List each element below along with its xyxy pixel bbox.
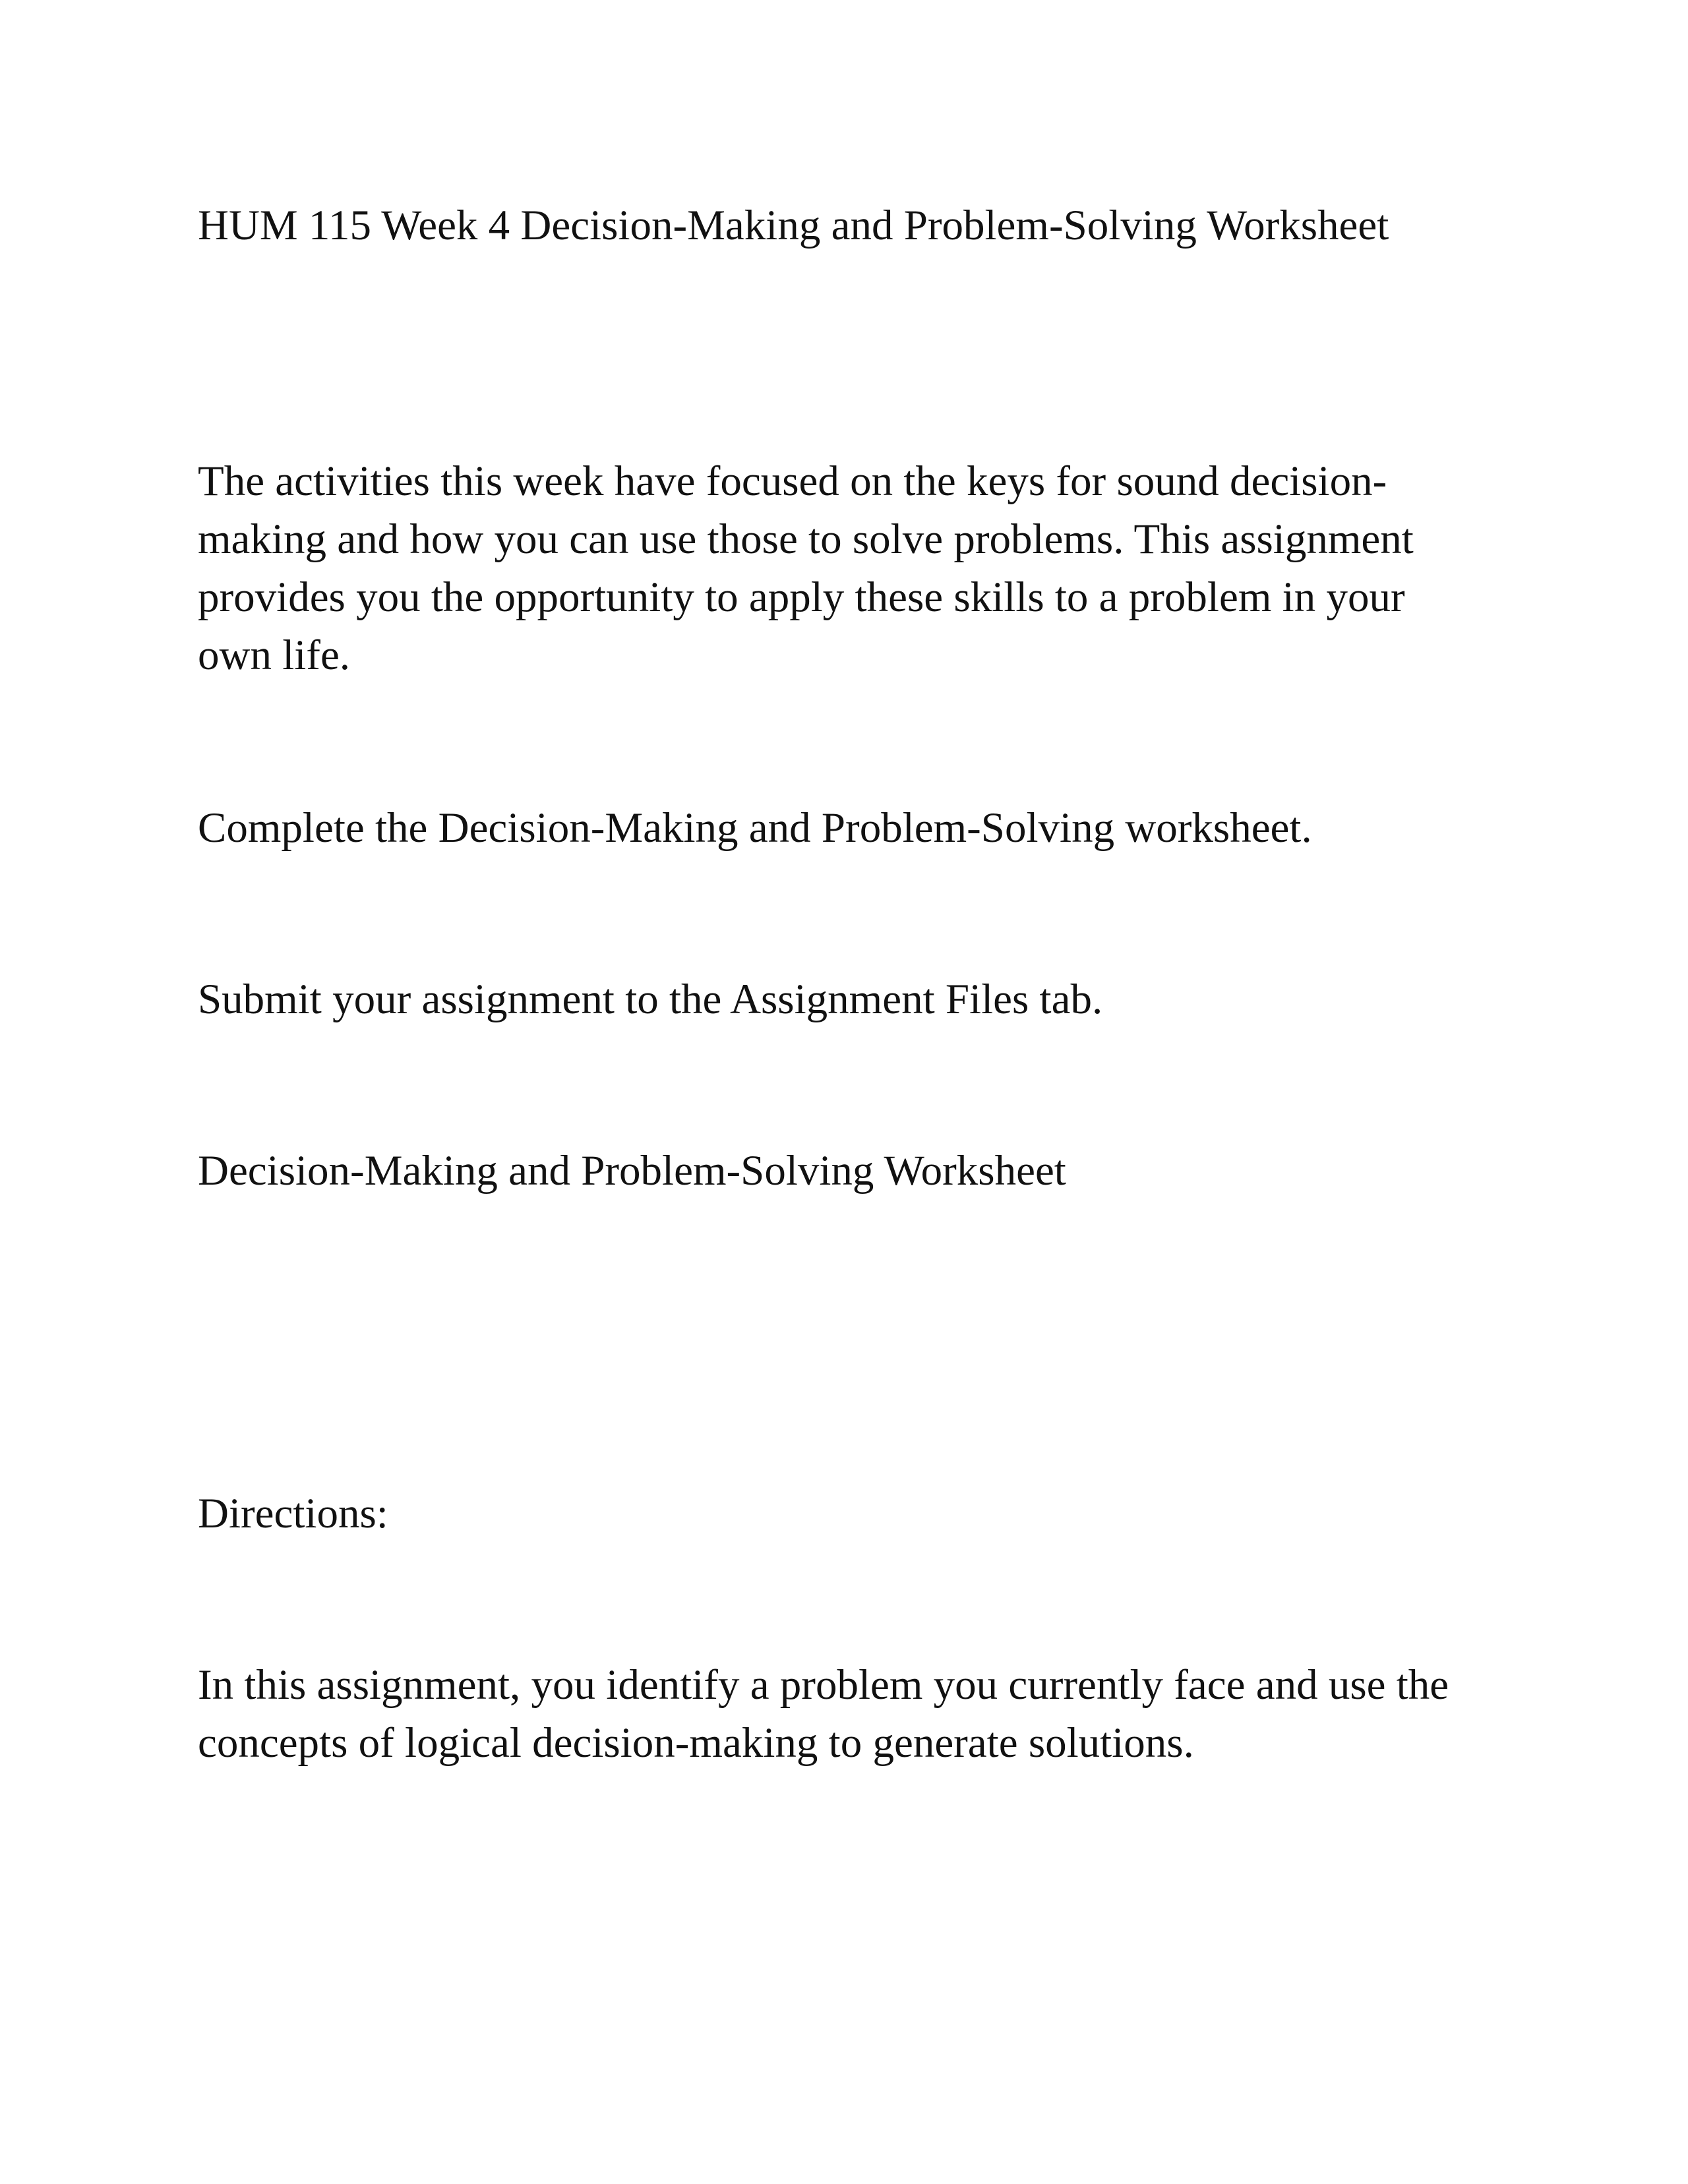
submit-instruction-text: Submit your assignment to the Assignment Files tab. [198, 976, 1103, 1023]
worksheet-heading-text: Decision-Making and Problem-Solving Worksheet [198, 1147, 1066, 1195]
directions-label-text: Directions: [198, 1490, 388, 1537]
submit-instruction [198, 970, 1517, 1028]
complete-instruction-text: Complete the Decision-Making and Problem-Solving worksheet. [198, 804, 1312, 852]
intro-line: The activities this week have focused on the keys for sound decision- [198, 457, 1387, 505]
assignment-line: In this assignment, you identify a problem you currently face and use the [198, 1661, 1449, 1709]
intro-line: provides you the opportunity to apply these skills to a problem in your [198, 574, 1405, 621]
document-title [198, 196, 1517, 254]
complete-instruction [198, 799, 1517, 857]
intro-line: making and how you can use those to solve problems. This assignment [198, 516, 1414, 563]
assignment-line: concepts of logical decision-making to generate solutions. [198, 1719, 1194, 1767]
directions-label [198, 1485, 1517, 1543]
document-title-text: HUM 115 Week 4 Decision-Making and Problem-Solving Worksheet [198, 202, 1389, 249]
intro-line: own life. [198, 632, 351, 679]
worksheet-heading [198, 1142, 1517, 1200]
intro-paragraph [198, 452, 1517, 684]
assignment-paragraph [198, 1656, 1517, 1772]
